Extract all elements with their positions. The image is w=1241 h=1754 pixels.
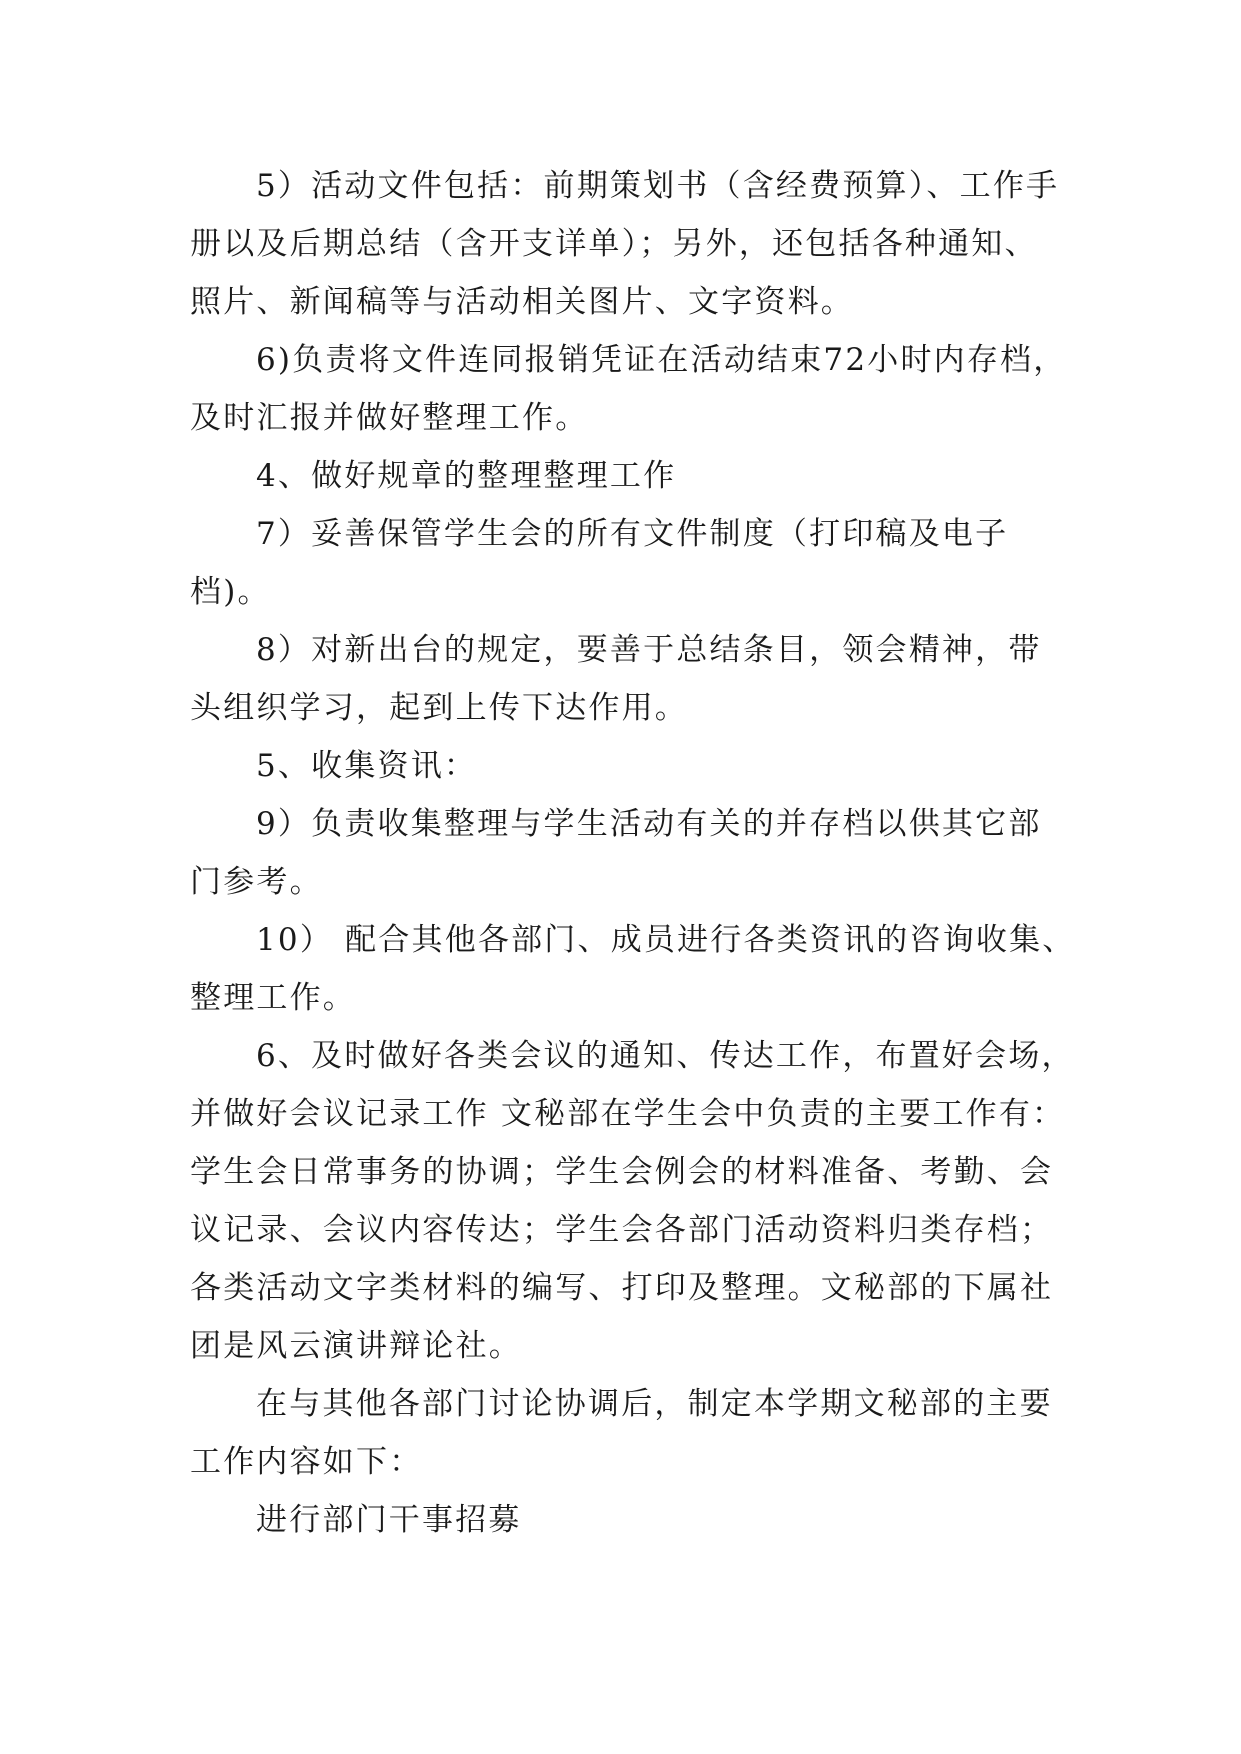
paragraph-line: 团是风云演讲辩论社。: [190, 1328, 522, 1364]
paragraph-line: 6)负责将文件连同报销凭证在活动结束72小时内存档，: [256, 342, 1067, 378]
paragraph-line: 学生会日常事务的协调；学生会例会的材料准备、考勤、会: [190, 1154, 1054, 1190]
paragraph-line: 并做好会议记录工作 文秘部在学生会中负责的主要工作有：: [190, 1096, 1066, 1132]
paragraph-line: 7）妥善保管学生会的所有文件制度（打印稿及电子: [256, 516, 1009, 552]
paragraph-line: 5）活动文件包括：前期策划书（含经费预算）、工作手: [256, 168, 1060, 204]
paragraph-line: 进行部门干事招募: [256, 1502, 522, 1538]
paragraph-line: 门参考。: [190, 864, 323, 900]
paragraph-line: 工作内容如下：: [190, 1444, 423, 1480]
paragraph-line: 头组织学习，起到上传下达作用。: [190, 690, 688, 726]
paragraph-line: 各类活动文字类材料的编写、打印及整理。文秘部的下属社: [190, 1270, 1054, 1306]
paragraph-line: 档)。: [190, 574, 271, 610]
paragraph-line: 册以及后期总结（含开支详单）；另外，还包括各种通知、: [190, 226, 1038, 262]
paragraph-line: 在与其他各部门讨论协调后，制定本学期文秘部的主要: [256, 1386, 1053, 1422]
paragraph-line: 照片、新闻稿等与活动相关图片、文字资料。: [190, 284, 854, 320]
section-heading: 6、及时做好各类会议的通知、传达工作，布置好会场，: [256, 1038, 1075, 1074]
section-heading: 5、收集资讯：: [256, 748, 478, 784]
paragraph-line: 整理工作。: [190, 980, 356, 1016]
paragraph-line: 议记录、会议内容传达；学生会各部门活动资料归类存档；: [190, 1212, 1054, 1248]
paragraph-line: 及时汇报并做好整理工作。: [190, 400, 589, 436]
paragraph-line: 10） 配合其他各部门、成员进行各类资讯的咨询收集、: [256, 922, 1076, 958]
section-heading: 4、做好规章的整理整理工作: [256, 458, 677, 494]
paragraph-line: 9）负责收集整理与学生活动有关的并存档以供其它部: [256, 806, 1042, 842]
paragraph-line: 8）对新出台的规定，要善于总结条目，领会精神，带: [256, 632, 1042, 668]
